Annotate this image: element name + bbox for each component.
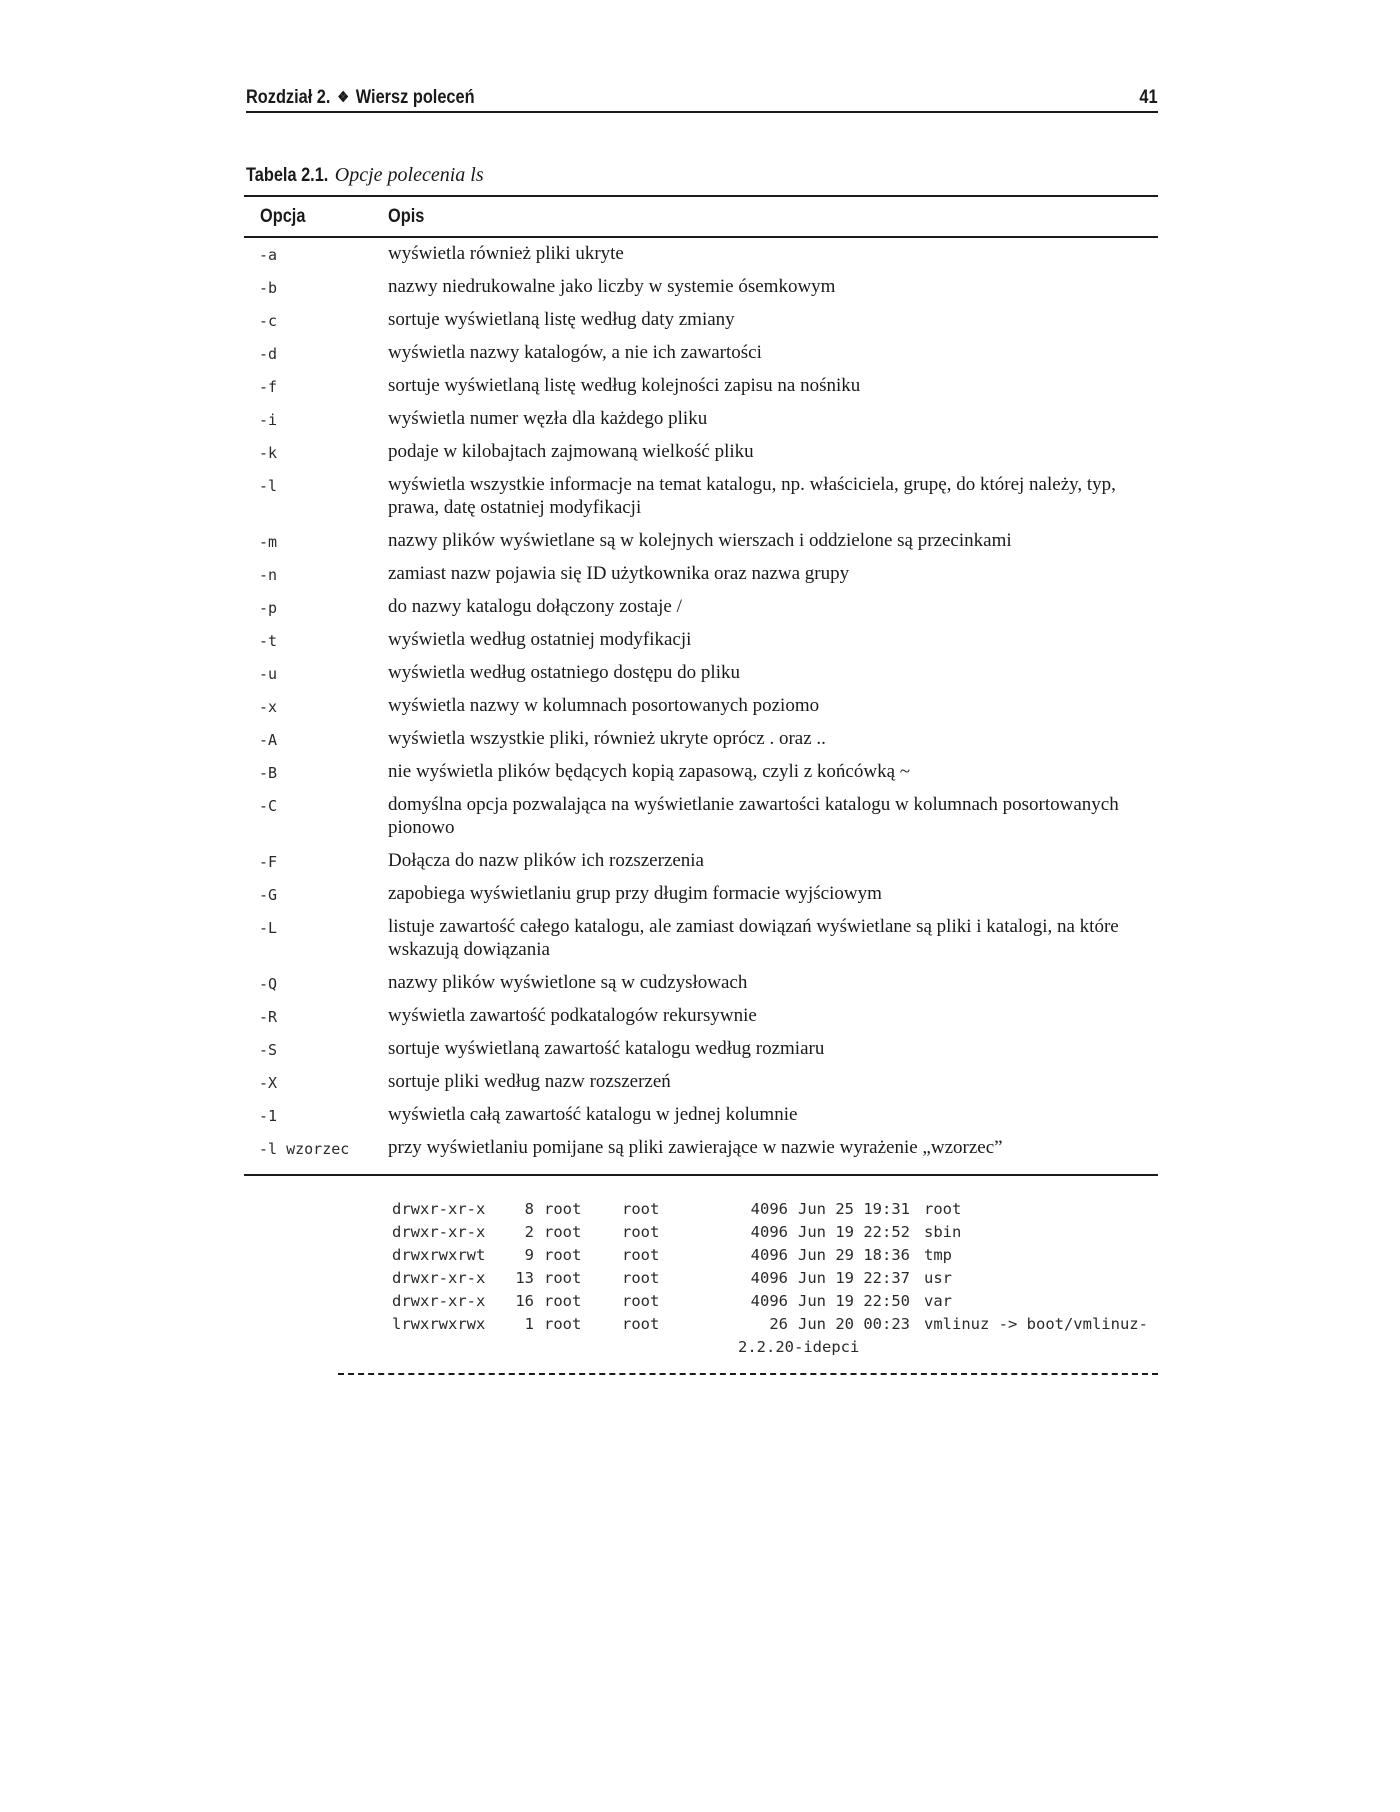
listing-owner: root: [544, 1315, 582, 1333]
listing-date: Jun 20 00:23: [798, 1315, 910, 1333]
option-cell: -B: [259, 764, 278, 782]
description-cell: wyświetla wszystkie informacje na temat katalogu, np. właściciela, grupę, do której należy, typ, prawa, datę ostatniej modyfikacji: [388, 474, 1116, 518]
description-cell: wyświetla całą zawartość katalogu w jednej kolumnie: [388, 1104, 798, 1125]
description-cell: wyświetla zawartość podkatalogów rekursywnie: [388, 1005, 757, 1026]
listing-name: tmp: [924, 1246, 952, 1264]
options-table: [244, 195, 1158, 1176]
listing-links: 9: [524, 1246, 534, 1264]
listing-perm: drwxr-xr-x: [392, 1200, 486, 1218]
caption-text: Opcje polecenia ls: [334, 164, 484, 186]
description-cell: wyświetla według ostatniej modyfikacji: [388, 629, 692, 650]
table-row: [244, 1037, 1158, 1070]
listing-owner: root: [544, 1200, 582, 1218]
table-row: [244, 727, 1158, 760]
option-cell: -F: [259, 853, 278, 871]
listing-date: Jun 29 18:36: [798, 1246, 910, 1264]
header-rule: [246, 111, 1158, 113]
option-cell: -Q: [259, 975, 278, 993]
option-cell: -u: [259, 665, 278, 683]
listing-name: usr: [924, 1269, 952, 1287]
option-cell: -p: [259, 599, 278, 617]
listing-perm: lrwxrwxrwx: [392, 1315, 486, 1333]
option-cell: -t: [259, 632, 278, 650]
option-cell: -k: [259, 444, 278, 462]
listing-size: 4096: [750, 1223, 788, 1241]
option-cell: -R: [259, 1008, 278, 1026]
dashed-rule: [338, 1373, 1158, 1375]
table-row: [244, 1103, 1158, 1136]
listing-row: [392, 1221, 1148, 1244]
diamond-cluster-icon: ❖: [337, 89, 349, 106]
table-row: [244, 374, 1158, 407]
listing-group: root: [622, 1315, 660, 1333]
option-cell: -a: [259, 246, 278, 264]
listing-name: sbin: [924, 1223, 962, 1241]
table-header: [244, 197, 1158, 236]
listing-date: Jun 25 19:31: [798, 1200, 910, 1218]
table-row: [244, 595, 1158, 628]
listing-row: [392, 1290, 1148, 1313]
listing-size: 4096: [750, 1246, 788, 1264]
listing-links: 1: [524, 1315, 534, 1333]
option-cell: -G: [259, 886, 278, 904]
listing-owner: root: [544, 1269, 582, 1287]
header-option: Opcja: [260, 205, 306, 227]
option-cell: -A: [259, 731, 278, 749]
description-cell: Dołącza do nazw plików ich rozszerzenia: [388, 850, 704, 871]
listing-perm: drwxr-xr-x: [392, 1269, 486, 1287]
table-body: [244, 238, 1158, 1174]
description-cell: wyświetla według ostatniego dostępu do pliku: [388, 662, 740, 683]
description-cell: wyświetla również pliki ukryte: [388, 243, 624, 264]
listing-row: [392, 1244, 1148, 1267]
page-number: 41: [1139, 87, 1158, 108]
option-cell: -m: [259, 533, 278, 551]
caption-label: Tabela 2.1.: [246, 165, 329, 186]
listing-row: [392, 1313, 1148, 1336]
option-cell: -x: [259, 698, 278, 716]
listing-group: root: [622, 1292, 660, 1310]
table-row: [244, 341, 1158, 374]
description-cell: sortuje pliki według nazw rozszerzeń: [388, 1071, 671, 1092]
table-row: [244, 308, 1158, 341]
table-row: [244, 473, 1158, 529]
listing-continuation: 2.2.20-idepci: [738, 1338, 860, 1356]
table-row: [244, 760, 1158, 793]
option-cell: -b: [259, 279, 278, 297]
table-row: [244, 275, 1158, 308]
description-cell: sortuje wyświetlaną listę według daty zmiany: [388, 309, 735, 330]
table-row: [244, 562, 1158, 595]
listing-name: vmlinuz -> boot/vmlinuz-: [924, 1315, 1148, 1333]
directory-listing: [392, 1198, 1148, 1359]
listing-size: 4096: [750, 1292, 788, 1310]
listing-row: [392, 1198, 1148, 1221]
option-cell: -i: [259, 411, 278, 429]
description-cell: zapobiega wyświetlaniu grup przy długim formacie wyjściowym: [388, 883, 882, 904]
listing-group: root: [622, 1246, 660, 1264]
table-row: [244, 242, 1158, 275]
table-row: [244, 793, 1158, 849]
description-cell: sortuje wyświetlaną listę według kolejności zapisu na nośniku: [388, 375, 861, 396]
description-cell: nazwy plików wyświetlane są w kolejnych wierszach i oddzielone są przecinkami: [388, 530, 1012, 551]
listing-links: 8: [524, 1200, 534, 1218]
description-cell: zamiast nazw pojawia się ID użytkownika oraz nazwa grupy: [388, 563, 850, 584]
table-row: [244, 529, 1158, 562]
chapter-title: [246, 86, 475, 110]
option-cell: -c: [259, 312, 278, 330]
listing-perm: drwxr-xr-x: [392, 1223, 486, 1241]
listing-links: 2: [524, 1223, 534, 1241]
option-cell: -1: [259, 1107, 278, 1125]
listing-size: 26: [769, 1315, 788, 1333]
listing-owner: root: [544, 1223, 582, 1241]
table-row: [244, 694, 1158, 727]
table-bottom-rule: [244, 1174, 1158, 1176]
running-header: [246, 86, 1158, 114]
listing-row: [392, 1267, 1148, 1290]
listing-links: 13: [515, 1269, 534, 1287]
table-row: [244, 407, 1158, 440]
listing-perm: drwxr-xr-x: [392, 1292, 486, 1310]
table-row: [244, 661, 1158, 694]
description-cell: nazwy niedrukowalne jako liczby w systemie ósemkowym: [388, 276, 836, 297]
table-row: [244, 882, 1158, 915]
table-row: [244, 628, 1158, 661]
option-cell: -d: [259, 345, 278, 363]
option-cell: -l wzorzec: [259, 1140, 350, 1158]
table-row: [244, 849, 1158, 882]
listing-name: root: [924, 1200, 962, 1218]
section-label: Wiersz poleceń: [355, 87, 475, 108]
table-row: [244, 1136, 1158, 1169]
listing-size: 4096: [750, 1269, 788, 1287]
table-row: [244, 971, 1158, 1004]
option-cell: -f: [259, 378, 278, 396]
option-cell: -C: [259, 797, 278, 815]
listing-name: var: [924, 1292, 952, 1310]
description-cell: wyświetla numer węzła dla każdego pliku: [388, 408, 708, 429]
description-cell: nie wyświetla plików będących kopią zapasową, czyli z końcówką ~: [388, 761, 911, 782]
table-row: [244, 1004, 1158, 1037]
option-cell: -X: [259, 1074, 278, 1092]
listing-owner: root: [544, 1246, 582, 1264]
description-cell: sortuje wyświetlaną zawartość katalogu według rozmiaru: [388, 1038, 825, 1059]
description-cell: przy wyświetlaniu pomijane są pliki zawierające w nazwie wyrażenie „wzorzec”: [388, 1137, 1003, 1158]
description-cell: do nazwy katalogu dołączony zostaje /: [388, 596, 682, 617]
description-cell: podaje w kilobajtach zajmowaną wielkość pliku: [388, 441, 754, 462]
listing-group: root: [622, 1269, 660, 1287]
listing-date: Jun 19 22:52: [798, 1223, 910, 1241]
table-caption: [246, 163, 484, 188]
listing-date: Jun 19 22:50: [798, 1292, 910, 1310]
listing-size: 4096: [750, 1200, 788, 1218]
listing-group: root: [622, 1223, 660, 1241]
header-description: Opis: [388, 205, 425, 227]
option-cell: -S: [259, 1041, 278, 1059]
listing-links: 16: [515, 1292, 534, 1310]
description-cell: listuje zawartość całego katalogu, ale zamiast dowiązań wyświetlane są pliki i katalogi, na które wskazują dowiązania: [388, 916, 1119, 960]
description-cell: wyświetla wszystkie pliki, również ukryte oprócz . oraz ..: [388, 728, 826, 749]
listing-owner: root: [544, 1292, 582, 1310]
table-row: [244, 440, 1158, 473]
table-row: [244, 1070, 1158, 1103]
description-cell: wyświetla nazwy w kolumnach posortowanych poziomo: [388, 695, 820, 716]
chapter-label: Rozdział 2.: [246, 87, 331, 108]
table-row: [244, 915, 1158, 971]
listing-date: Jun 19 22:37: [798, 1269, 910, 1287]
description-cell: domyślna opcja pozwalająca na wyświetlanie zawartości katalogu w kolumnach posortowanych pionowo: [388, 794, 1119, 838]
listing-group: root: [622, 1200, 660, 1218]
option-cell: -n: [259, 566, 278, 584]
description-cell: wyświetla nazwy katalogów, a nie ich zawartości: [388, 342, 762, 363]
option-cell: -L: [259, 919, 278, 937]
description-cell: nazwy plików wyświetlone są w cudzysłowach: [388, 972, 748, 993]
option-cell: -l: [259, 477, 278, 495]
listing-perm: drwxrwxrwt: [392, 1246, 486, 1264]
